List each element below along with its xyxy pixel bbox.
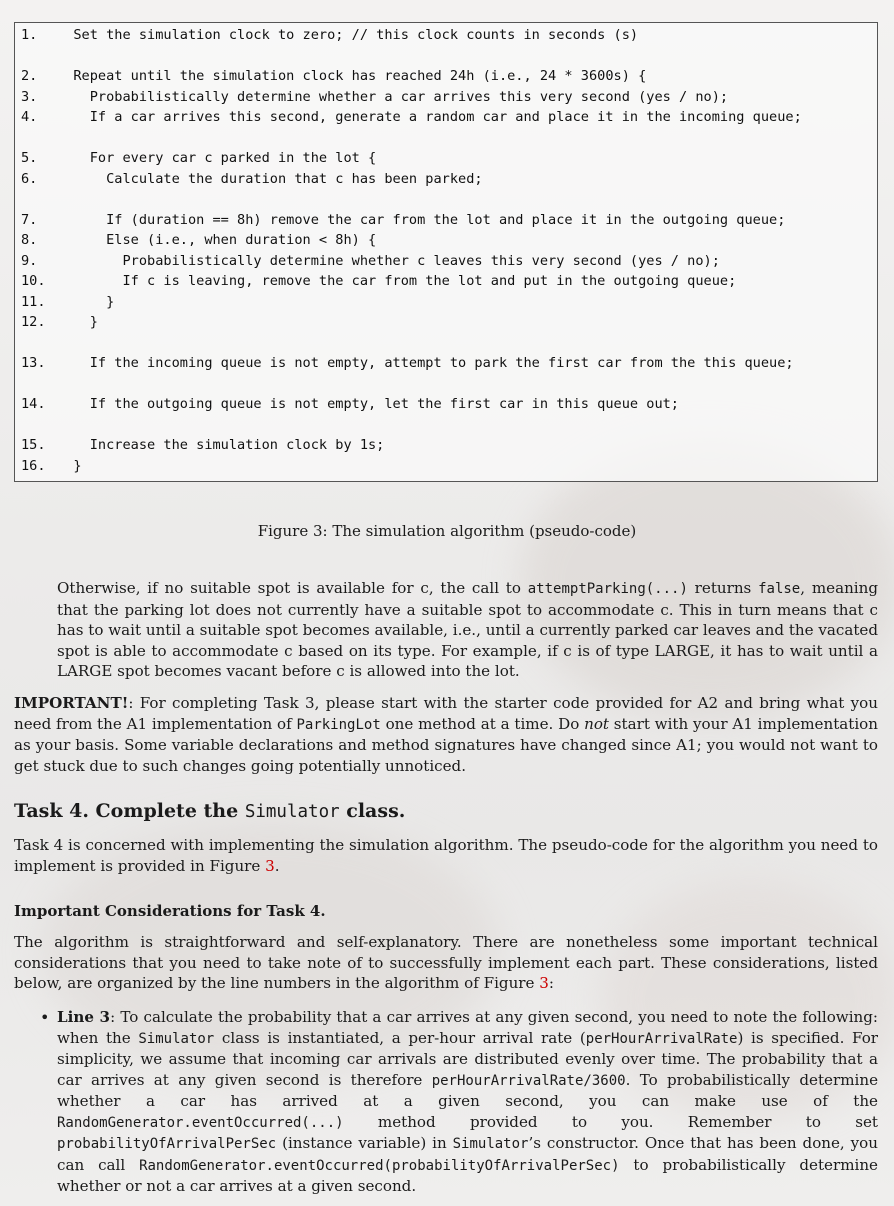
code-text: If c is leaving, remove the car from the lot and put in the outgoing queue; [57,273,737,289]
task4-heading: Task 4. Complete the Simulator class. [14,800,406,822]
line-number: 11. [21,293,46,310]
code-text: Else (i.e., when duration < 8h) { [57,232,377,248]
code-text: } [57,457,82,474]
code-line [21,68,871,84]
code-line [21,273,871,289]
code-line [21,109,871,125]
code-text: If a car arrives this second, generate a random car and place it in the incoming queue; [57,109,802,125]
code-line [21,253,871,269]
code-text: Calculate the duration that c has been parked; [57,170,483,187]
code-text: } [57,314,98,330]
code-line [21,355,871,371]
figure-ref-link[interactable]: 3 [265,856,275,875]
code-text: If (duration == 8h) remove the car from the lot and place it in the outgoing queue; [57,211,786,228]
bullet-line3: Line 3: To calculate the probability that a car arrives at any given second, you need to note the following: when the Simulator class is instantiated, a per-hour arrival rate (perHourArrivalRate) is specified. For simplicity, we assume that incoming car arrivals are distributed evenly over time. The probability that a car arrives at any given second is therefore perHourArrivalRate/3600. To probabilistically determine whether a car has arrived at a given second, you can make use of the RandomGenerator.eventOccurred(...) method provided to you. Remember to set probabilityOfArrivalPerSec (instance variable) in Simulator’s constructor. Once that has been done, you can call RandomGenerator.eventOccurred(probabilityOfArrivalPerSec) to probabilistically determine whether or not a car arrives at a given second. [57,1008,879,1195]
code-text: Set the simulation clock to zero; // this clock counts in seconds (s) [57,27,639,43]
line-number: 3. [21,88,38,105]
line-number: 9. [21,252,38,269]
line-number: 4. [21,109,38,125]
code-line [21,27,871,43]
code-line [21,89,871,105]
code-line [21,314,871,330]
code-text: Probabilistically determine whether a car arrives this very second (yes / no); [57,88,729,105]
code-line [21,396,871,412]
line-number: 13. [21,355,46,371]
code-line [21,232,871,248]
line-number: 6. [21,170,38,187]
code-text: } [57,293,115,310]
line-number: 15. [21,437,46,453]
line-number: 5. [21,150,38,166]
line-number: 1. [21,27,38,43]
line-number: 16. [21,457,46,474]
code-text: Increase the simulation clock by 1s; [57,437,385,453]
code-line [21,150,871,166]
line-number: 14. [21,396,46,412]
code-line [21,437,871,453]
code-line [21,171,871,187]
code-text: If the incoming queue is not empty, attempt to park the first car from the this queue; [57,355,794,371]
line-number: 8. [21,232,38,248]
code-text: For every car c parked in the lot { [57,150,377,166]
figure-caption: Figure 3: The simulation algorithm (pseudo-code) [257,522,637,540]
figure-ref-link[interactable]: 3 [539,974,549,992]
paragraph-otherwise: Otherwise, if no suitable spot is available for c, the call to attemptParking(...) returns false, meaning that the parking lot does not currently have a suitable spot to accommodate c. This in turn means that c has to wait until a suitable spot becomes available, i.e., until a currently parked car leaves and the vacated spot is able to accommodate c based on its type. For example, if c is of type LARGE, it has to wait until a LARGE spot becomes vacant before c is allowed into the lot. [57,579,879,680]
code-line [21,458,871,474]
considerations-subheading: Important Considerations for Task 4. [14,902,326,920]
line-number: 12. [21,314,46,330]
code-line [21,212,871,228]
bullet-marker: • [40,1008,50,1027]
task4-intro: Task 4 is concerned with implementing the simulation algorithm. The pseudo-code for the algorithm you need to implement is provided in Figure 3. [14,836,878,875]
paragraph-important: IMPORTANT!: For completing Task 3, please start with the starter code provided for A2 and bring what you need from the A1 implementation of ParkingLot one method at a time. Do not start with your A1 implementation as your basis. Some variable declarations and method signatures have changed since A1; you would not want to get stuck due to such changes going potentially unnoticed. [14,694,878,775]
pseudo-code-box [14,22,878,482]
line-number: 2. [21,68,38,84]
code-text: Repeat until the simulation clock has reached 24h (i.e., 24 * 3600s) { [57,68,647,84]
code-line [21,294,871,310]
line-number: 7. [21,211,38,228]
code-text: Probabilistically determine whether c leaves this very second (yes / no); [57,252,720,269]
code-text: If the outgoing queue is not empty, let the first car in this queue out; [57,396,679,412]
line-number: 10. [21,273,46,289]
considerations-paragraph: The algorithm is straightforward and self-explanatory. There are nonetheless some important technical considerations that you need to take note of to successfully implement each part. These considerations, listed below, are organized by the line numbers in the algorithm of Figure 3: [14,933,878,992]
